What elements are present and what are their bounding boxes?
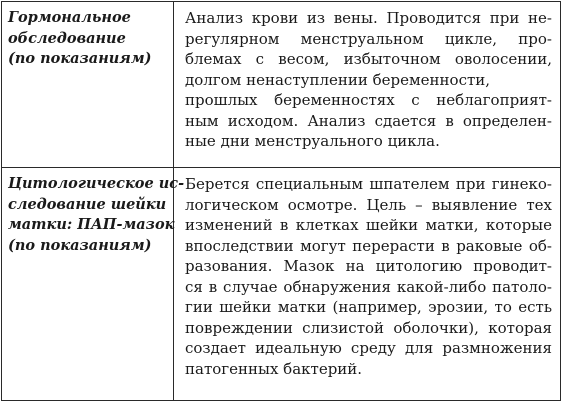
description-line: блемах с весом, избыточном оволосении, bbox=[185, 50, 552, 68]
description-line: гии шейки матки (например, эрозии, то есть bbox=[185, 298, 552, 316]
description-line: долгом ненаступлении беременности, bbox=[185, 70, 491, 89]
description-line: прошлых беременностях с неблагоприят- bbox=[185, 91, 552, 109]
term-cell bbox=[2, 2, 174, 168]
description-line: впоследствии могут перерасти в раковые об- bbox=[185, 236, 552, 255]
description-line: логическом осмотре. Цель – выявление тех bbox=[185, 195, 552, 214]
description-line: изменений в клетках шейки матки, которые bbox=[185, 216, 552, 234]
table-row bbox=[2, 168, 561, 401]
term-cell bbox=[2, 168, 185, 401]
info-table bbox=[1, 1, 561, 401]
term-line: Гормональное bbox=[8, 9, 131, 26]
term-line: матки: ПАП-мазок bbox=[8, 216, 175, 233]
description-line: ные дни менструального цикла. bbox=[185, 132, 440, 150]
description-line: ным исходом. Анализ сдается в определен- bbox=[185, 111, 552, 130]
description-line: ся в случае обнаружения какой-либо патоло- bbox=[185, 277, 552, 296]
term-line: следование шейки bbox=[8, 195, 167, 213]
term-line: (по показаниям) bbox=[8, 236, 152, 254]
description-line: повреждении слизистой оболочки), которая bbox=[185, 318, 552, 337]
description-line: разования. Мазок на цитологию проводит- bbox=[185, 257, 552, 275]
term-line: обследование bbox=[8, 29, 126, 47]
description-line: патогенных бактерий. bbox=[185, 359, 363, 378]
description-line: Анализ крови из вены. Проводится при не- bbox=[185, 9, 552, 27]
description-line: регулярном менструальном цикле, про- bbox=[185, 29, 552, 48]
description-line: Берется специальным шпателем при гинеко- bbox=[185, 175, 552, 193]
table-row bbox=[2, 2, 561, 168]
description-cell bbox=[174, 2, 561, 168]
description-line: создает идеальную среду для размножения bbox=[185, 339, 552, 357]
description-cell bbox=[174, 168, 561, 401]
term-line: Цитологическое ис- bbox=[8, 175, 185, 192]
term-line: (по показаниям) bbox=[8, 50, 152, 67]
